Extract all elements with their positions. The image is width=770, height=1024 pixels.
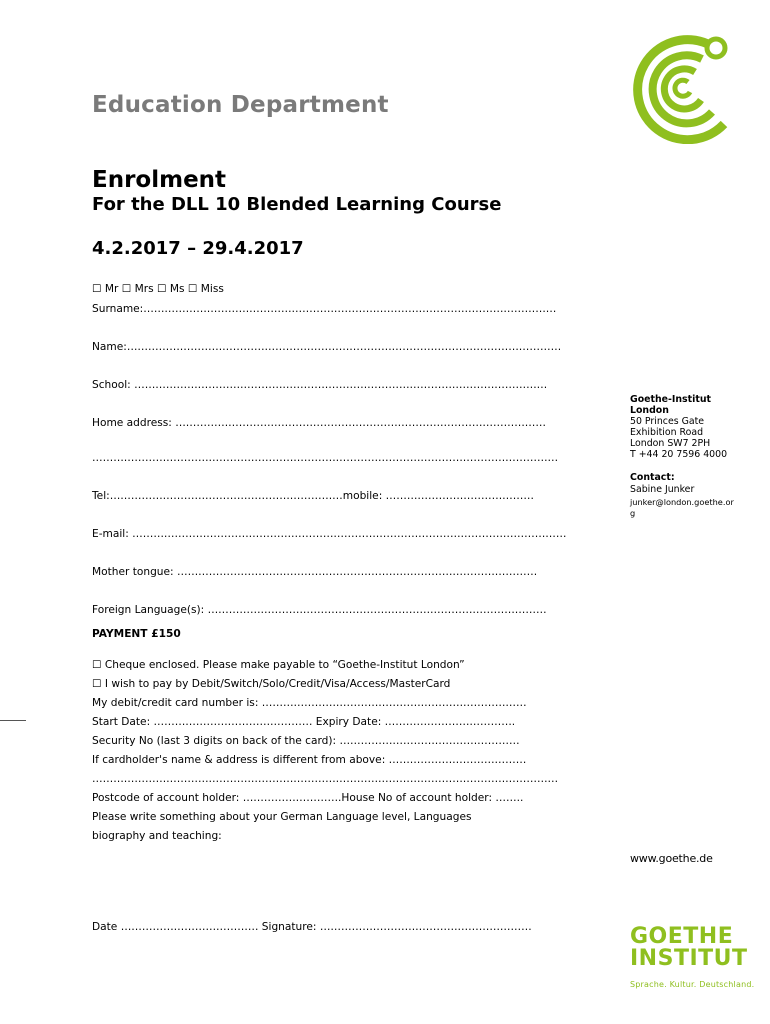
- institute-city: London: [630, 405, 669, 416]
- card-payment-checkbox[interactable]: ☐ I wish to pay by Debit/Switch/Solo/Credit/Visa/Access/MasterCard: [92, 678, 451, 690]
- contact-email-wrap[interactable]: g: [630, 508, 636, 518]
- contact-email[interactable]: junker@london.goethe.or: [630, 497, 734, 507]
- security-number-field[interactable]: Security No (last 3 digits on back of the card): ……………………………………………: [92, 735, 520, 747]
- school-field[interactable]: School: ………………………………………………………………………………………………………: [92, 379, 548, 391]
- about-prompt-line1: Please write something about your German Language level, Languages: [92, 811, 472, 823]
- margin-mark: [0, 720, 26, 721]
- home-address-line2-field[interactable]: ……………………………………………………………………………………………………………………: [92, 452, 559, 464]
- home-address-field[interactable]: Home address: ……………………………………………………………………………………………: [92, 417, 546, 429]
- website-link[interactable]: www.goethe.de: [630, 852, 713, 865]
- start-expiry-field[interactable]: Start Date: ……………………………………… Expiry Date: ……………………………….: [92, 716, 516, 728]
- course-dates: 4.2.2017 – 29.4.2017: [92, 238, 304, 259]
- course-title: For the DLL 10 Blended Learning Course: [92, 194, 502, 215]
- institute-name: Goethe-Institut: [630, 394, 711, 405]
- tel-mobile-field[interactable]: Tel:…………………………………………………………mobile: ……………………………………: [92, 490, 534, 502]
- postcode-house-field[interactable]: Postcode of account holder: ……………………….House No of account holder: ……..: [92, 792, 524, 804]
- address-line2: Exhibition Road: [630, 427, 704, 438]
- brand-tagline: Sprache. Kultur. Deutschland.: [630, 980, 755, 989]
- about-prompt-line2: biography and teaching:: [92, 830, 222, 842]
- name-field[interactable]: Name:……………………………………………………………………………………………………………: [92, 341, 562, 353]
- contact-label: Contact:: [630, 472, 675, 483]
- foreign-language-field[interactable]: Foreign Language(s): ……………………………………………………………………………………: [92, 604, 547, 616]
- address-line3: London SW7 2PH: [630, 438, 711, 449]
- title-checkboxes[interactable]: ☐ Mr ☐ Mrs ☐ Ms ☐ Miss: [92, 283, 224, 295]
- date-signature-field[interactable]: Date ………………………………… Signature: ……………………………………………………: [92, 921, 532, 933]
- page-title: Enrolment: [92, 167, 227, 193]
- surname-field[interactable]: Surname:………………………………………………………………………………………………………: [92, 303, 557, 315]
- phone-number: T +44 20 7596 4000: [630, 449, 728, 460]
- brand-wordmark-line2: INSTITUT: [630, 946, 748, 971]
- contact-name: Sabine Junker: [630, 484, 695, 495]
- card-number-field[interactable]: My debit/credit card number is: …………………………………………………………………: [92, 697, 527, 709]
- brand-wordmark-line1: GOETHE: [630, 924, 734, 949]
- goethe-logo-icon: [628, 32, 740, 144]
- cheque-checkbox[interactable]: ☐ Cheque enclosed. Please make payable to “Goethe-Institut London”: [92, 659, 465, 671]
- payment-heading: PAYMENT £150: [92, 628, 181, 640]
- cardholder-line2-field[interactable]: ……………………………………………………………………………………………………………………: [92, 773, 559, 785]
- cardholder-field[interactable]: If cardholder's name & address is different from above: …………………………………: [92, 754, 527, 766]
- department-heading: Education Department: [92, 92, 389, 118]
- email-field[interactable]: E-mail: ……………………………………………………………………………………………………………: [92, 528, 567, 540]
- mother-tongue-field[interactable]: Mother tongue: …………………………………………………………………………………………: [92, 566, 538, 578]
- address-line1: 50 Princes Gate: [630, 416, 705, 427]
